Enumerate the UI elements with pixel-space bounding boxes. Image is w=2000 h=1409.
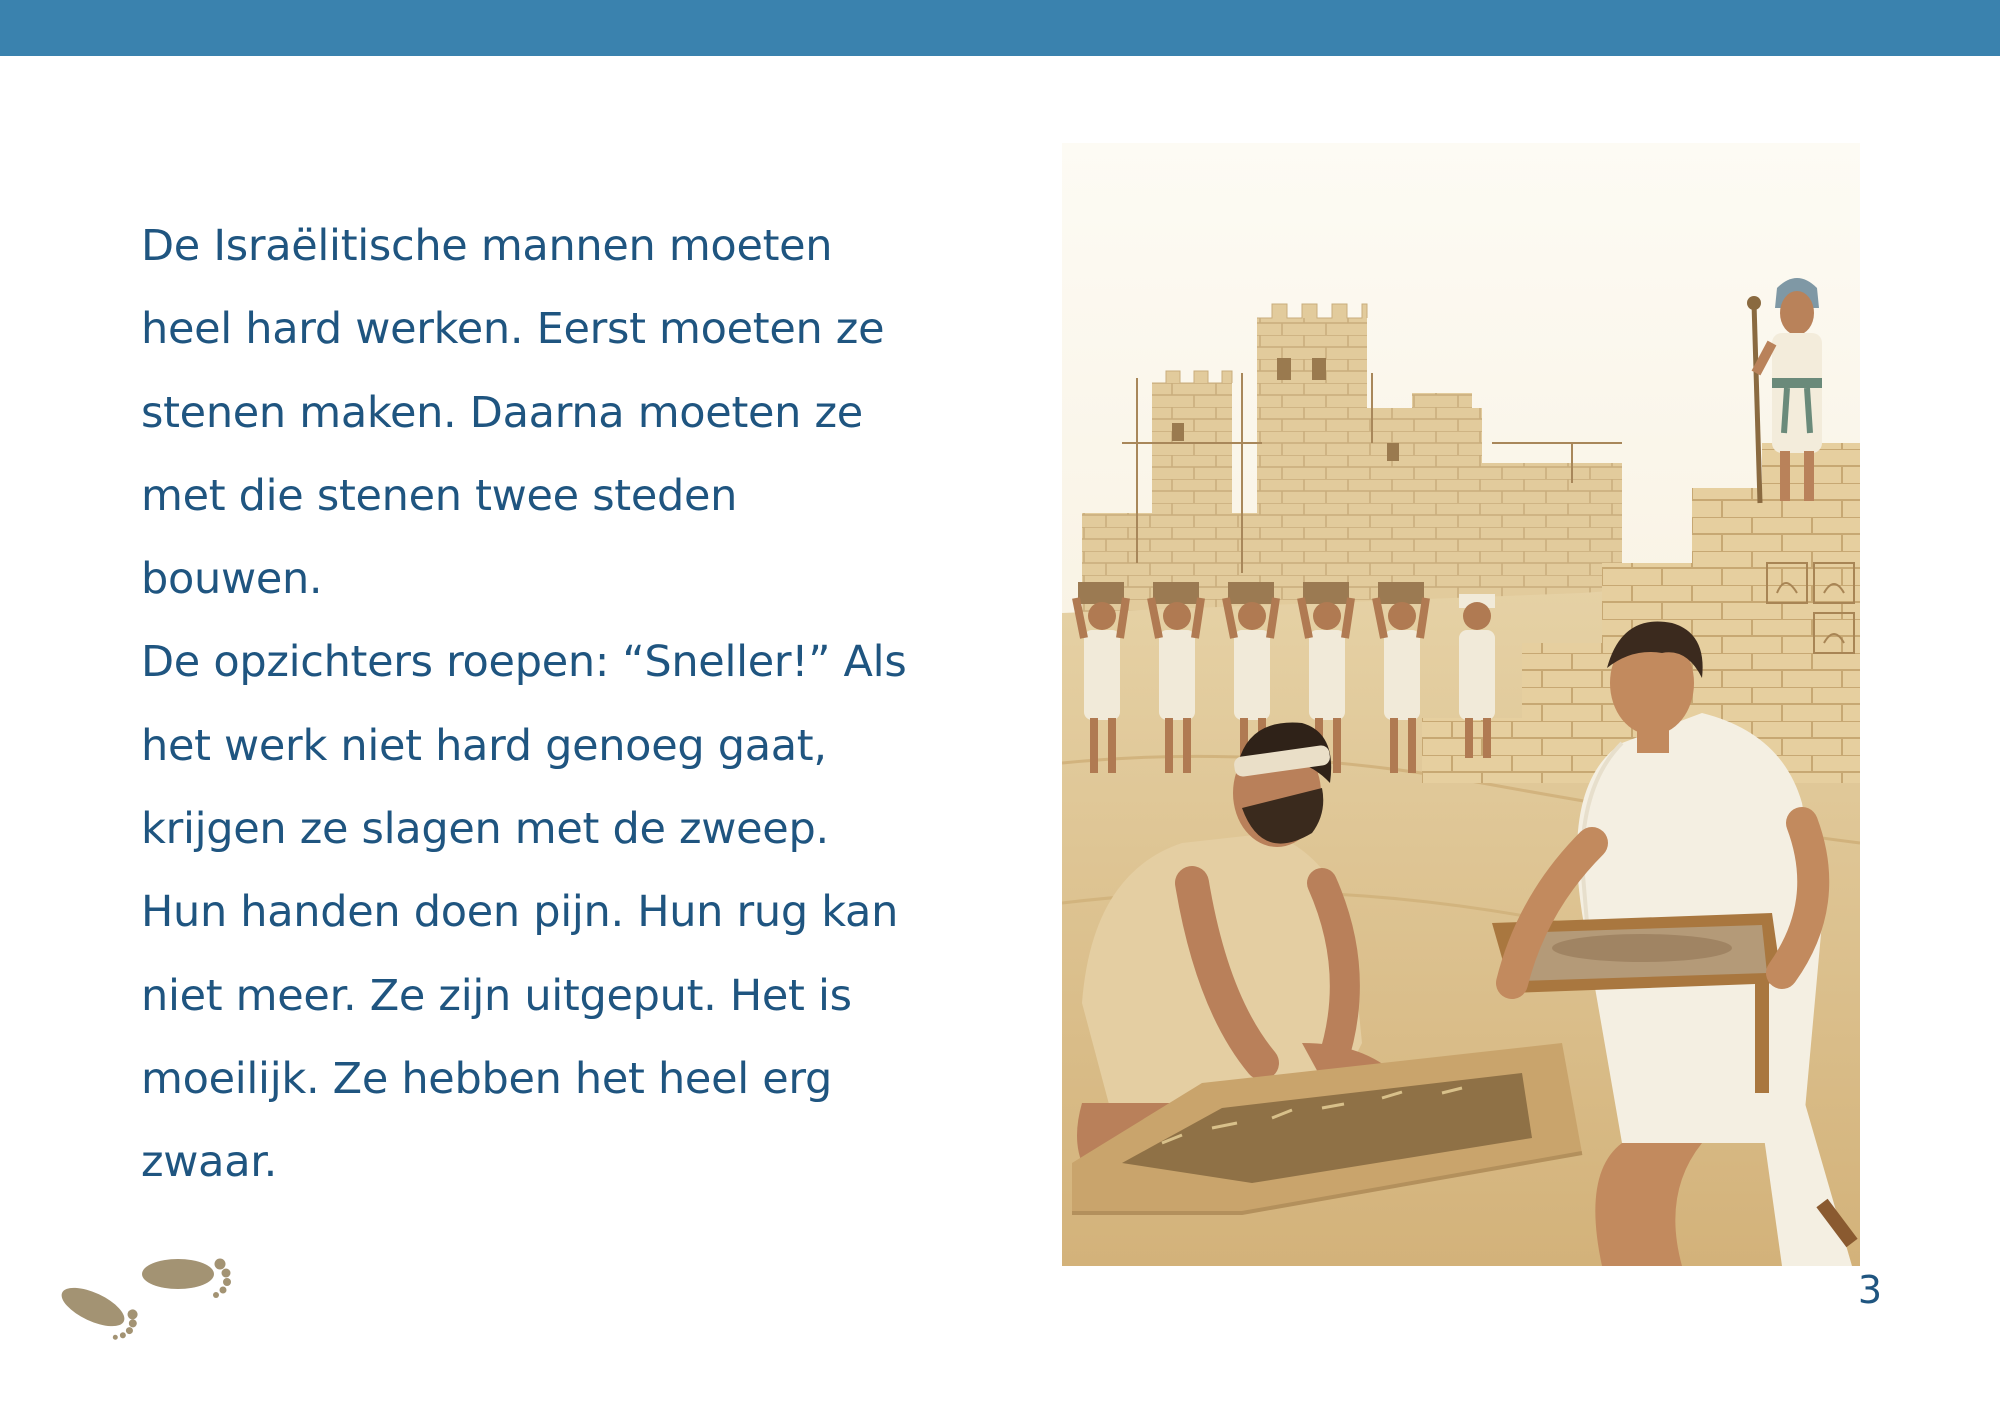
story-line: het werk niet hard genoeg gaat, (141, 720, 827, 771)
story-line: krijgen ze slagen met de zweep. (141, 804, 829, 855)
story-line: zwaar. (141, 1137, 278, 1188)
story-line: Hun handen doen pijn. Hun rug kan (141, 887, 899, 938)
story-line: bouwen. (141, 554, 323, 605)
footprints-icon (48, 1252, 238, 1342)
story-line: heel hard werken. Eerst moeten ze (141, 304, 885, 355)
brick-making-illustration (1062, 143, 1860, 1266)
story-line: moeilijk. Ze hebben het heel erg (141, 1053, 833, 1104)
story-line: De opzichters roepen: “Sneller!” Als (141, 637, 907, 688)
story-line: stenen maken. Daarna moeten ze (141, 387, 863, 438)
story-text (141, 205, 931, 1205)
story-line: met die stenen twee steden (141, 470, 738, 521)
story-line: De Israëlitische mannen moeten (141, 221, 833, 271)
page-number: 3 (1857, 1268, 1883, 1312)
story-line: niet meer. Ze zijn uitgeput. Het is (141, 970, 852, 1021)
top-bar (0, 0, 2000, 56)
